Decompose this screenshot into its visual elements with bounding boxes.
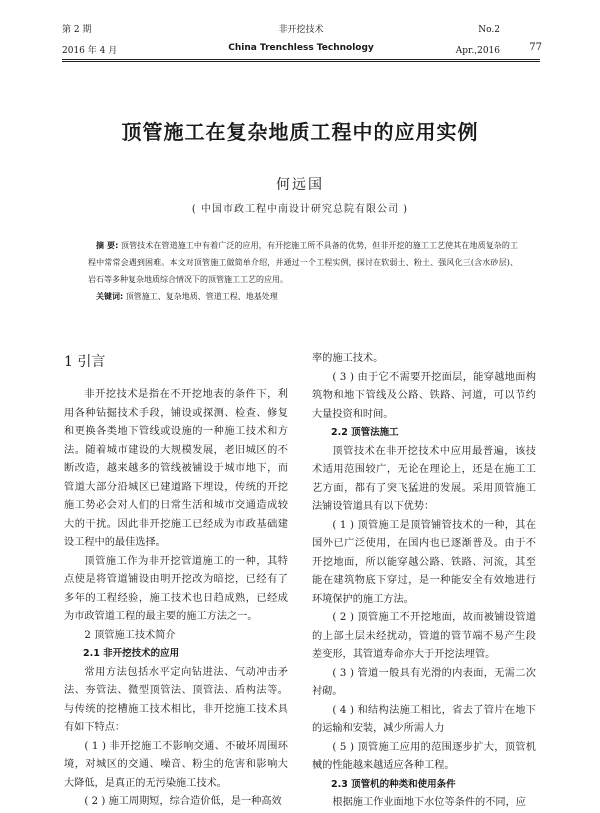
keywords-label: 关键词: — [96, 292, 124, 301]
paragraph: 非开挖技术是指在不开挖地表的条件下，利用各种钻掘技术手段，铺设或探测、检查、修复和更换各类地下管线或设施的一种施工技术和方法。随着城市建设的大规模发展，老旧城区的不断改造，越来越多的管线被铺设于城市地下，而管道大部分沿城区已建道路下埋设，传统的开挖施工势必会对人们的日常生活和城市交通造成较大的干扰。因此非开挖施工已经成为市政基础建设工程中的最佳选择。 — [64, 389, 288, 548]
abstract-text: 顶管技术在管道施工中有着广泛的应用，有开挖施工所不具备的优势，但非开挖的施工工艺使其在地质复杂的工程中常常会遇到困难。本文对顶管施工做简单介绍，并通过一个工程实例，探讨在软弱土、粉土、强风化三(含水砂层)、岩石等多种复杂地质综合情况下的顶管施工工艺的应用。 — [88, 241, 519, 284]
paragraph: ( 2 ) 施工周期短，综合造价低，是一种高效 — [84, 796, 282, 807]
issue-no-en: No.2 — [478, 25, 500, 35]
running-header-bottom — [62, 43, 540, 56]
subsection-2-1-heading: 2.1 非开挖技术的应用 — [83, 648, 180, 659]
paper-title: 顶管施工在复杂地质工程中的应用实例 — [121, 120, 479, 144]
section-1-heading: 1 引言 — [64, 354, 106, 370]
journal-name-en: China Trenchless Technology — [228, 43, 374, 53]
paragraph: ( 2 ) 顶管施工不开挖地面，故而被铺设管道的上部土层未经扰动，管道的管节端不易产生段差变形，其管道寿命亦大于开挖法埋管。 — [312, 612, 536, 660]
section-2-heading: 2 顶管施工技术简介 — [84, 629, 176, 641]
issue-number: 第 2 期 — [62, 25, 92, 35]
paragraph: 常用方法包括水平定向钻进法、气动冲击矛法、夯管法、微型顶管法、顶管法、盾构法等。与传统的挖槽施工技术相比，非开挖施工技术具有如下特点： — [64, 666, 288, 733]
author-name: 何远国 — [276, 177, 324, 193]
page-number: 77 — [529, 42, 542, 53]
running-header-top — [62, 22, 540, 35]
paragraph-continuation: 率的施工技术。 — [312, 353, 384, 364]
header-rule-secondary — [62, 61, 540, 62]
header-rule — [62, 59, 540, 60]
subsection-2-2-heading: 2.2 顶管法施工 — [331, 427, 399, 438]
keywords-text: 顶管施工、复杂地质、管道工程、地基处理 — [125, 292, 278, 301]
paragraph: ( 4 ) 和结构法施工相比，省去了管片在地下的运输和安装，减少所需人力 — [312, 704, 536, 734]
right-column — [312, 350, 536, 813]
paragraph: ( 1 ) 顶管施工是顶管铺管技术的一种，其在国外已广泛使用，在国内也已逐渐普及。由于不开挖地面，所以能穿越公路、铁路、河流，其至能在建筑物底下穿过，是一种能安全有效地进行环境保护的施工方法。 — [312, 519, 536, 605]
journal-name-cn: 非开挖技术 — [278, 25, 324, 35]
paragraph: ( 3 ) 管道一般具有光滑的内表面，无需二次衬砌。 — [312, 667, 536, 697]
paragraph: ( 5 ) 顶管施工应用的范围逐步扩大，顶管机械的性能越来越适应各种工程。 — [312, 741, 536, 771]
paragraph: 顶管技术在非开挖技术中应用最普遍，该技术适用范围较广，无论在理论上，还是在施工工艺方面，都有了突飞猛进的发展。采用顶管施工法铺设管道具有以下优势： — [312, 445, 536, 512]
paragraph: 顶管施工作为非开挖管道施工的一种，其特点使是将管道铺设由明开挖改为暗挖，已经有了多年的工程经验，施工技术也日趋成熟，已经成为市政管道工程的最主要的施工方法之一。 — [64, 555, 288, 622]
paragraph: 根据施工作业面地下水位等条件的不同，应 — [332, 797, 526, 808]
date-cn: 2016 年 4 月 — [62, 46, 118, 56]
left-column — [64, 352, 288, 812]
subsection-2-3-heading: 2.3 顶管机的种类和使用条件 — [331, 778, 456, 790]
date-en: Apr.,2016 — [455, 46, 500, 56]
paragraph: ( 3 ) 由于它不需要开挖面层，能穿越地面构筑物和地下管线及公路、铁路、河道，可以节约大量投资和时间。 — [312, 371, 536, 420]
abstract-label: 摘 要: — [96, 241, 119, 250]
author-affiliation: ( 中国市政工程中南设计研究总院有限公司 ) — [191, 204, 409, 215]
abstract — [88, 237, 518, 305]
paragraph: ( 1 ) 非开挖施工不影响交通、不破坏周围环境，对城区的交通、噪音、粉尘的危害和影响大大降低，是真正的无污染施工技术。 — [64, 740, 288, 789]
